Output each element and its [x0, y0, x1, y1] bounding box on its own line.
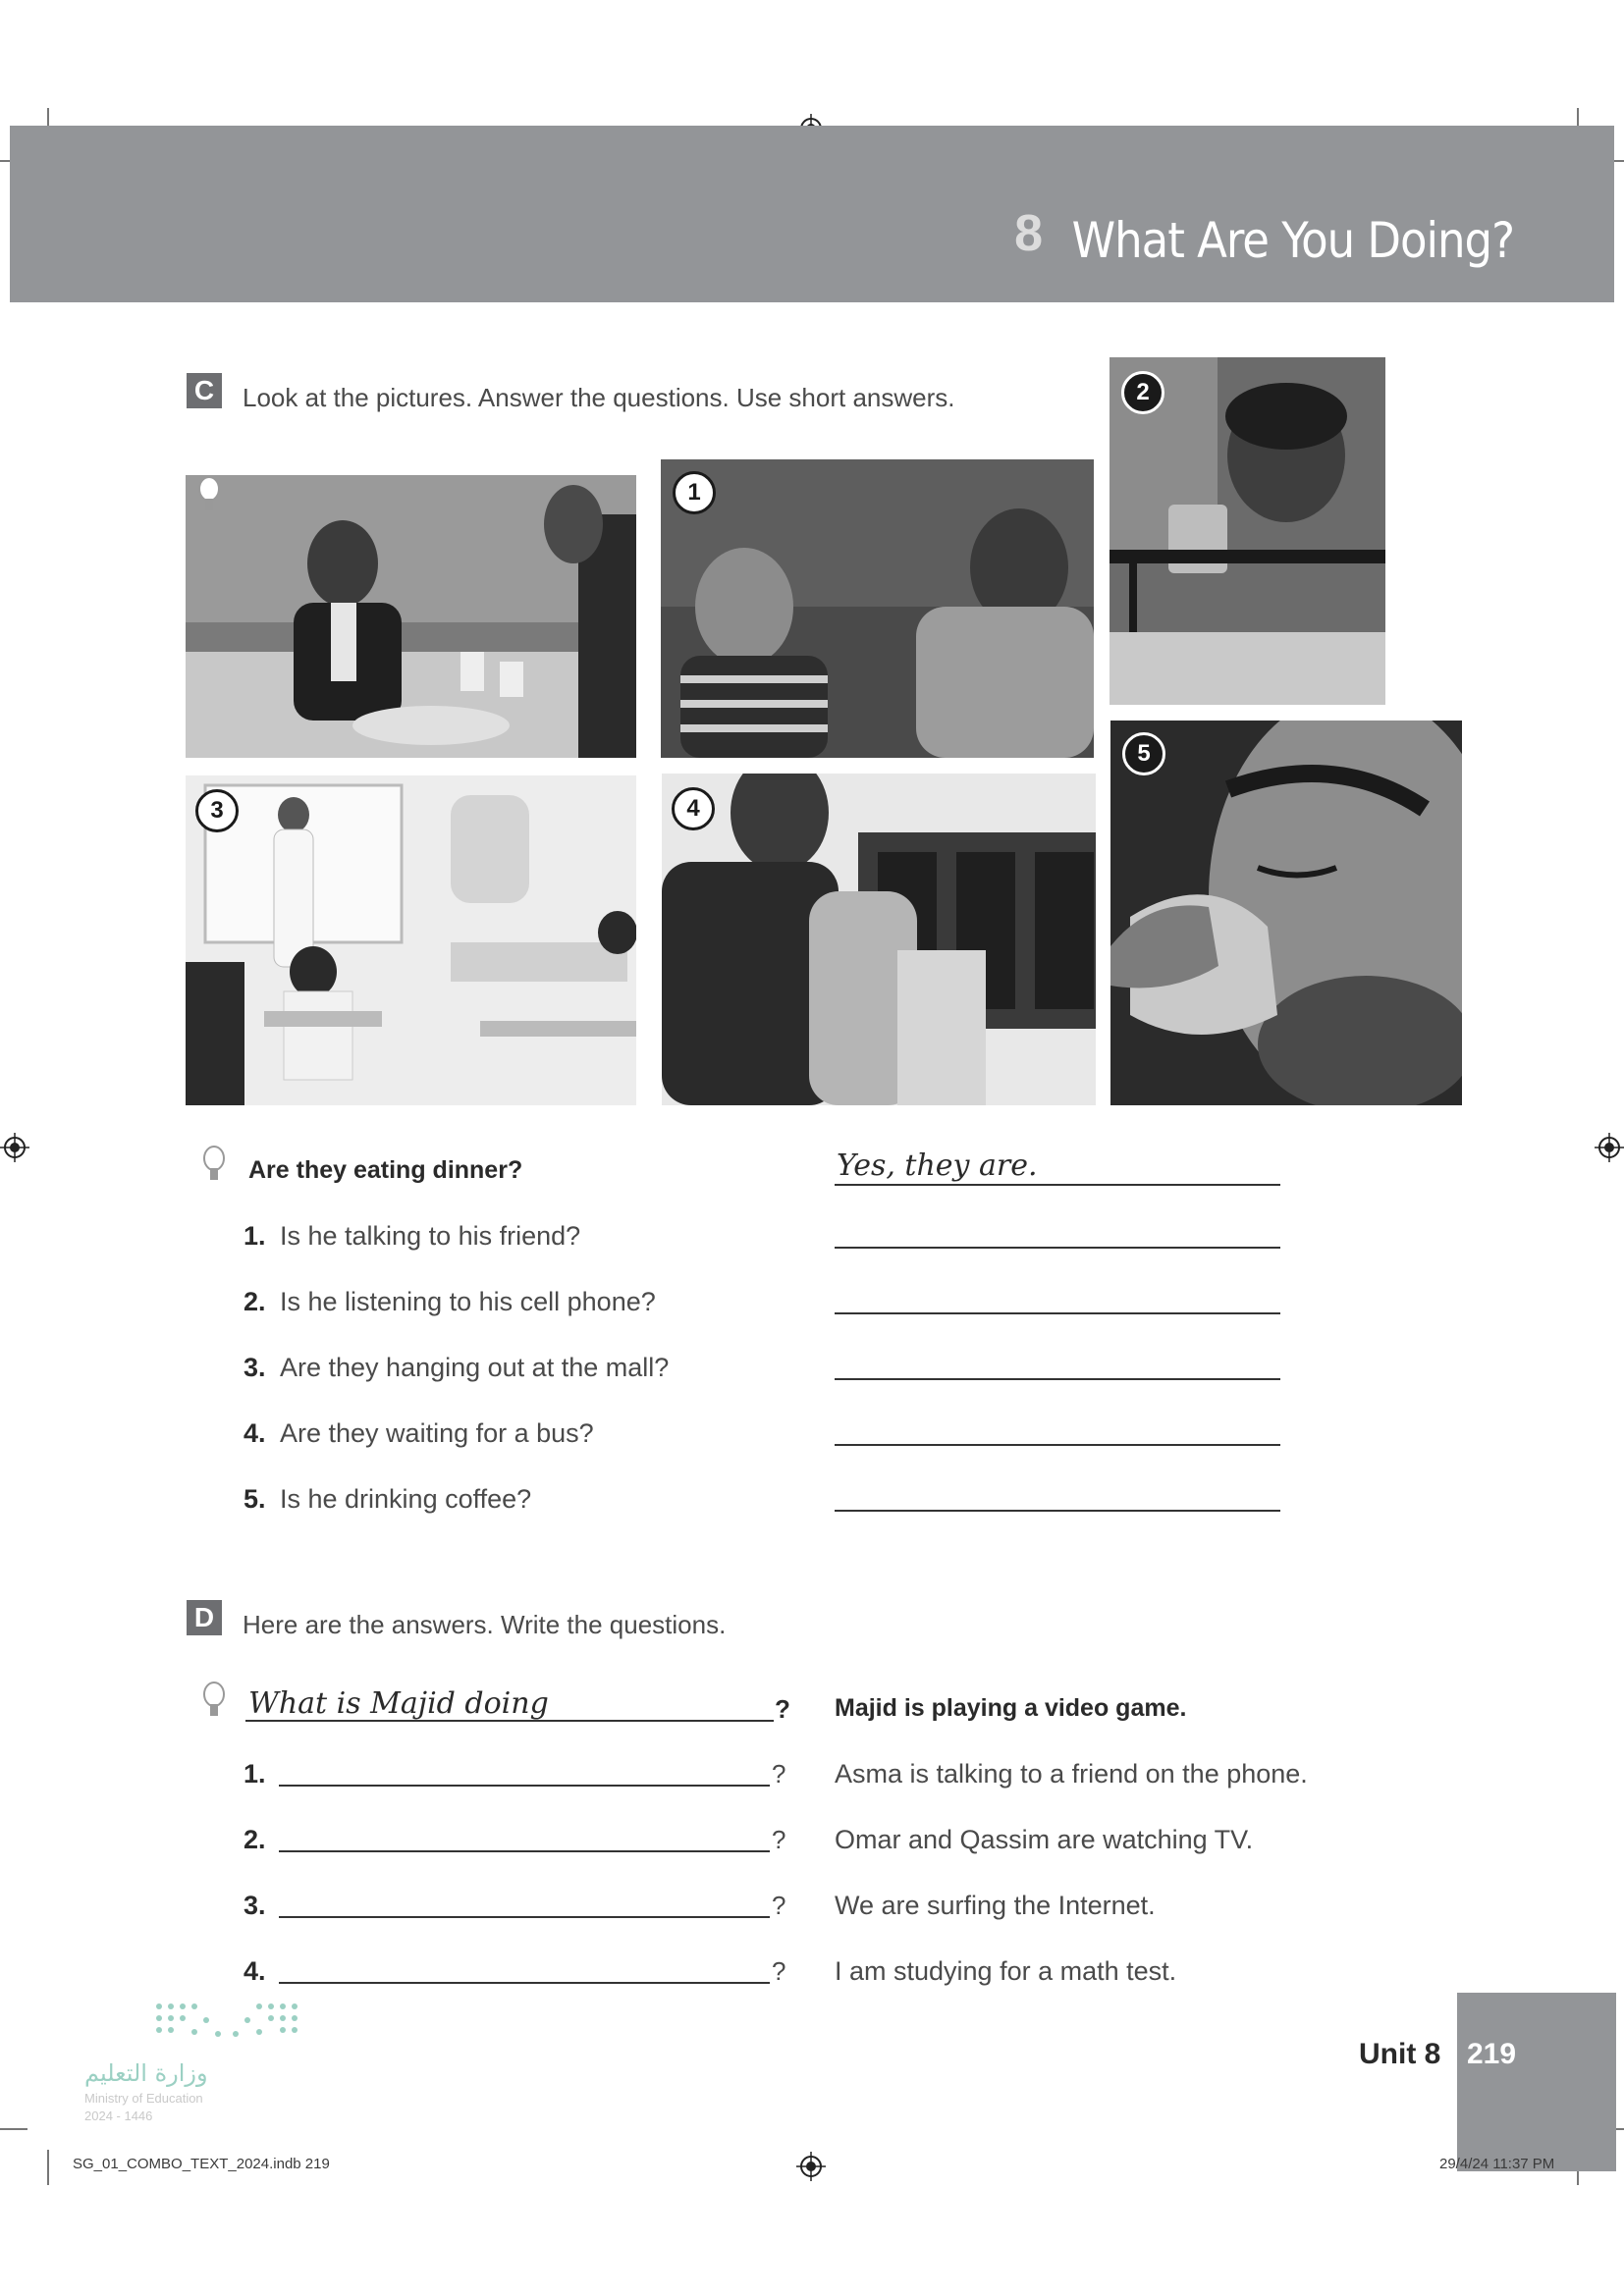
- photo-2-badge: 2: [1121, 371, 1164, 414]
- ministry-year: 2024 - 1446: [84, 2109, 153, 2123]
- registration-mark-icon: [1595, 1133, 1624, 1162]
- photo-2-boy-phone: [1110, 357, 1385, 705]
- photo-1-boys-arguing: [661, 459, 1094, 758]
- answer-statement: I am studying for a math test.: [835, 1956, 1177, 1986]
- item-number: 2.: [244, 1825, 266, 1854]
- question-line[interactable]: [279, 1850, 770, 1852]
- answer-line[interactable]: [835, 1247, 1280, 1249]
- example-question-written: What is Majid doing: [248, 1686, 549, 1721]
- answer-line[interactable]: [835, 1312, 1280, 1314]
- question-mark: ?: [772, 1825, 786, 1854]
- question-text: Are they waiting for a bus?: [280, 1418, 594, 1448]
- item-number: 1.: [244, 1759, 266, 1789]
- question-number: 5.: [244, 1484, 266, 1514]
- unit-title: What Are You Doing?: [1071, 212, 1514, 269]
- page-number: 219: [1467, 2038, 1517, 2070]
- photo-5-badge: 5: [1122, 732, 1165, 775]
- page-tab: [1457, 1993, 1616, 2171]
- question-text: Is he drinking coffee?: [280, 1484, 532, 1514]
- photo-3-classroom: [186, 775, 636, 1105]
- ministry-arabic-name: وزارة التعليم: [84, 2059, 208, 2087]
- lightbulb-icon: [197, 475, 221, 514]
- question-line[interactable]: [279, 1916, 770, 1918]
- question-line: [245, 1720, 774, 1722]
- registration-mark-icon: [0, 1133, 29, 1162]
- example-question: Are they eating dinner?: [248, 1156, 523, 1184]
- footer-unit-label: Unit 8: [1359, 2038, 1441, 2070]
- answer-line[interactable]: [835, 1444, 1280, 1446]
- section-c-instruction: Look at the pictures. Answer the questions. Use short answers.: [243, 383, 955, 412]
- crop-mark: [0, 2128, 27, 2130]
- item-number: 3.: [244, 1891, 266, 1920]
- question-line[interactable]: [279, 1982, 770, 1984]
- question-text: Is he talking to his friend?: [280, 1221, 581, 1251]
- section-c-label: C: [187, 373, 222, 408]
- question-text: Is he listening to his cell phone?: [280, 1287, 656, 1316]
- question-mark: ?: [772, 1891, 786, 1920]
- question-number: 3.: [244, 1353, 266, 1382]
- answer-statement: Omar and Qassim are watching TV.: [835, 1825, 1254, 1854]
- example-answer: Yes, they are.: [837, 1148, 1038, 1183]
- registration-mark-icon: [796, 2152, 826, 2181]
- question-number: 2.: [244, 1287, 266, 1316]
- answer-line: [835, 1184, 1280, 1186]
- ministry-logo: [82, 1997, 308, 2124]
- example-answer-statement: Majid is playing a video game.: [835, 1694, 1187, 1722]
- photo-5-man-drinking: [1110, 721, 1462, 1105]
- question-number: 4.: [244, 1418, 266, 1448]
- answer-statement: Asma is talking to a friend on the phone.: [835, 1759, 1308, 1789]
- question-text: Are they hanging out at the mall?: [280, 1353, 670, 1382]
- photo-example-dinner: [186, 475, 636, 758]
- unit-number: 8: [1014, 205, 1043, 262]
- answer-line[interactable]: [835, 1510, 1280, 1512]
- photo-3-badge: 3: [195, 789, 239, 832]
- photo-1-badge: 1: [673, 471, 716, 514]
- item-number: 4.: [244, 1956, 266, 1986]
- lightbulb-icon: [202, 1681, 226, 1720]
- photo-4-bus-queue: [662, 774, 1096, 1105]
- print-slug-file: SG_01_COMBO_TEXT_2024.indb 219: [73, 2156, 330, 2172]
- section-d-label: D: [187, 1600, 222, 1635]
- answer-line[interactable]: [835, 1378, 1280, 1380]
- question-mark: ?: [772, 1759, 786, 1789]
- ministry-english-name: Ministry of Education: [84, 2091, 203, 2106]
- print-slug-date: 29/4/24 11:37 PM: [1439, 2156, 1555, 2172]
- crop-mark: [47, 2150, 49, 2185]
- section-d-instruction: Here are the answers. Write the questions.: [243, 1610, 727, 1639]
- answer-statement: We are surfing the Internet.: [835, 1891, 1156, 1920]
- question-number: 1.: [244, 1221, 266, 1251]
- photo-4-badge: 4: [672, 787, 715, 830]
- question-line[interactable]: [279, 1785, 770, 1787]
- question-mark: ?: [775, 1694, 790, 1724]
- ministry-dots-icon: [151, 1997, 308, 2046]
- question-mark: ?: [772, 1956, 786, 1986]
- lightbulb-icon: [202, 1145, 226, 1184]
